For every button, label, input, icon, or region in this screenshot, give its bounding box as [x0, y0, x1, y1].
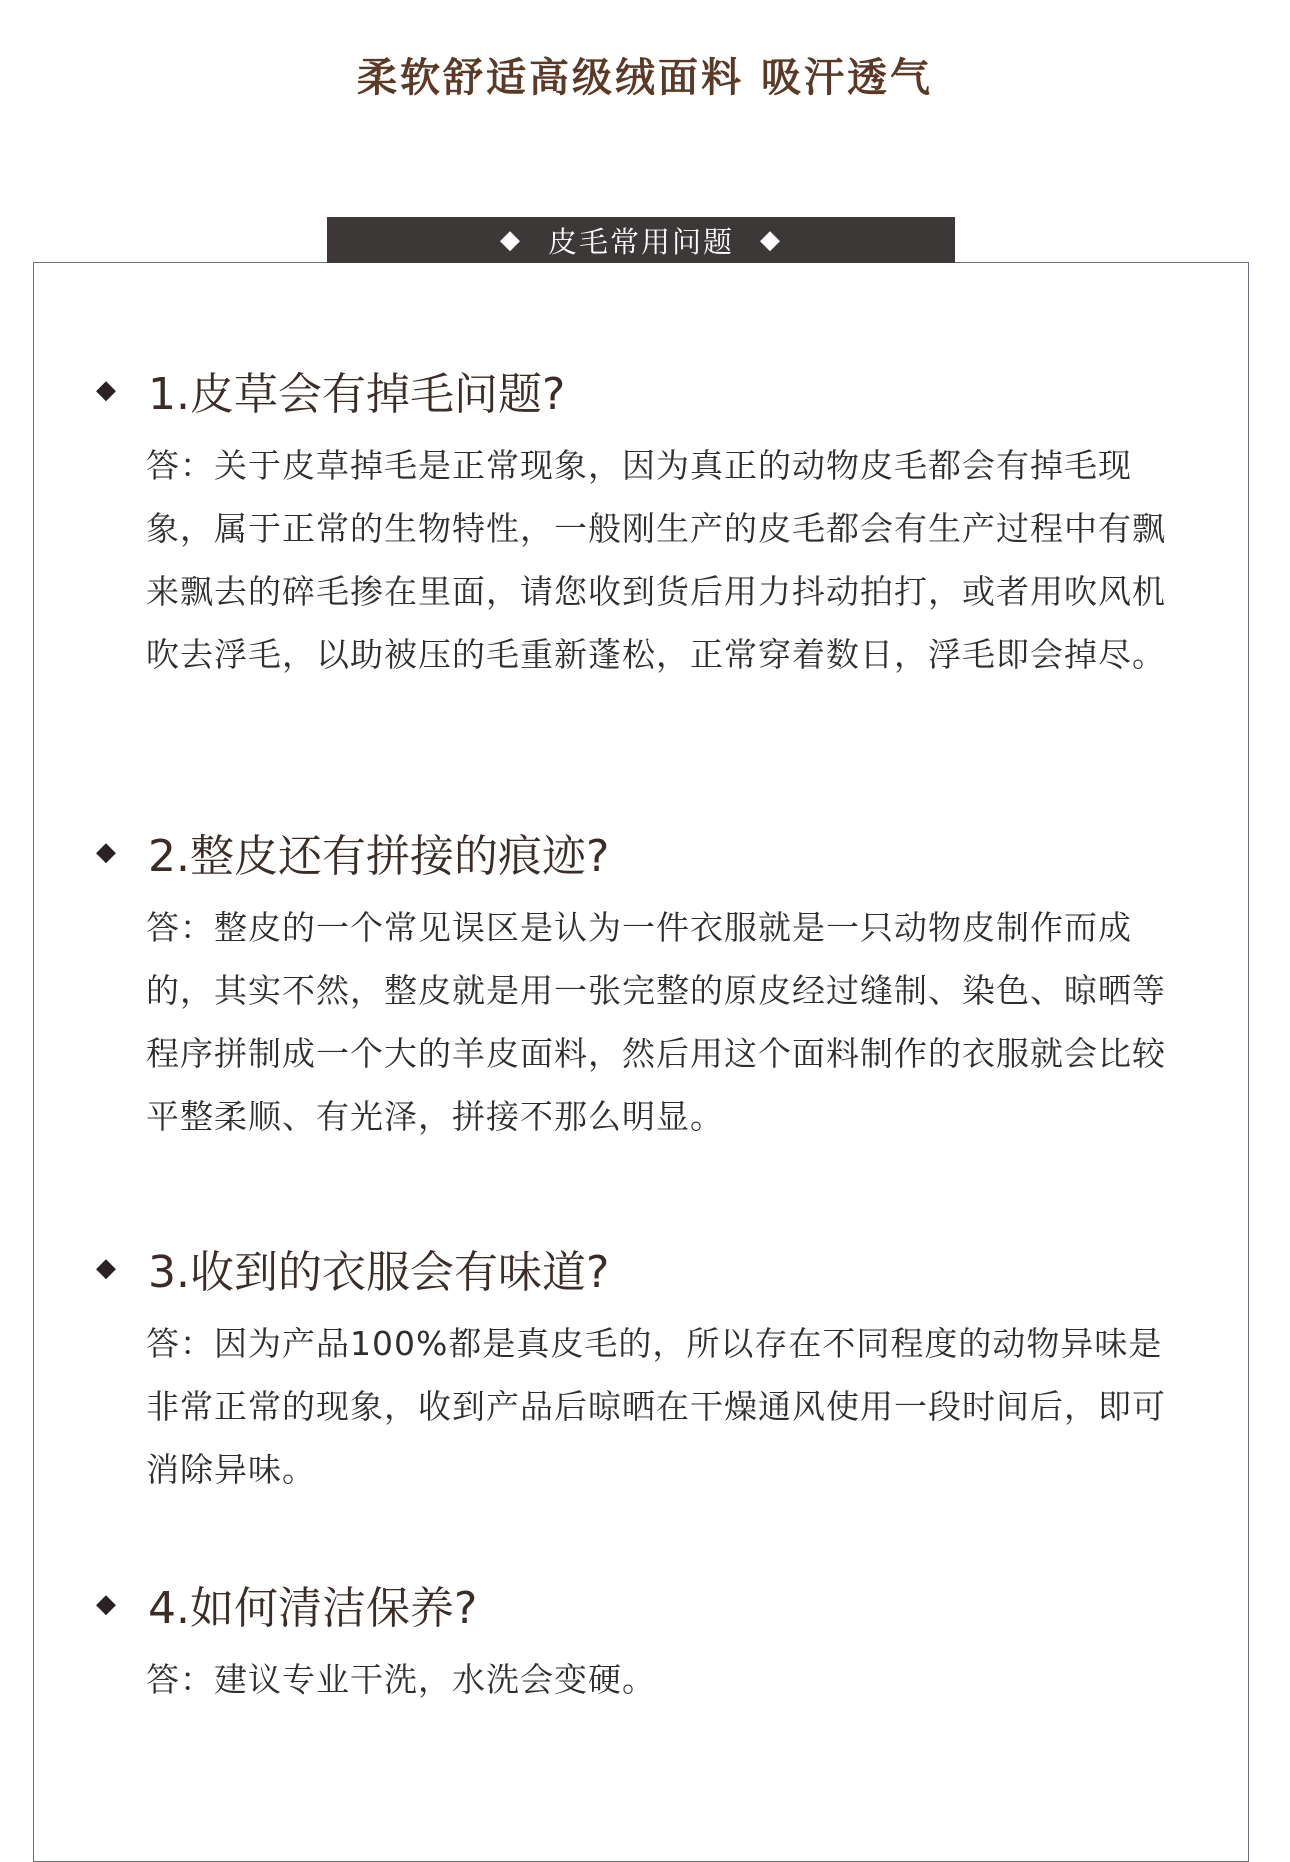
faq-question-text: 2.整皮还有拼接的痕迹? — [148, 831, 610, 882]
faq-question — [96, 822, 1196, 882]
faq-answer: 答：建议专业干洗，水洗会变硬。 — [146, 1660, 656, 1699]
faq-item — [96, 822, 1196, 1148]
diamond-bullet-icon: ◆ — [96, 1253, 116, 1283]
faq-question-text: 3.收到的衣服会有味道? — [148, 1247, 610, 1298]
faq-banner — [327, 217, 955, 263]
diamond-bullet-icon: ◆ — [96, 1589, 116, 1619]
diamond-left-icon: ◆ — [499, 225, 522, 255]
faq-answer: 答：因为产品100%都是真皮毛的，所以存在不同程度的动物异味是非常正常的现象，收到产品后晾晒在干燥通风使用一段时间后，即可消除异味。 — [146, 1324, 1166, 1489]
faq-item — [96, 360, 1196, 686]
faq-question — [96, 1238, 1196, 1298]
faq-answer: 答：关于皮草掉毛是正常现象，因为真正的动物皮毛都会有掉毛现象，属于正常的生物特性，一般刚生产的皮毛都会有生产过程中有飘来飘去的碎毛掺在里面，请您收到货后用力抖动拍打，或者用吹风机吹去浮毛，以助被压的毛重新蓬松，正常穿着数日，浮毛即会掉尽。 — [146, 446, 1166, 674]
faq-banner-title: 皮毛常用问题 — [547, 224, 734, 259]
faq-question-text: 1.皮草会有掉毛问题? — [148, 369, 566, 420]
faq-question-text: 4.如何清洁保养? — [148, 1583, 478, 1634]
faq-item — [96, 1238, 1196, 1501]
faq-answer: 答：整皮的一个常见误区是认为一件衣服就是一只动物皮制作而成的，其实不然，整皮就是用一张完整的原皮经过缝制、染色、晾晒等程序拼制成一个大的羊皮面料，然后用这个面料制作的衣服就会比较平整柔顺、有光泽，拼接不那么明显。 — [146, 908, 1166, 1136]
faq-question — [96, 360, 1196, 420]
top-caption: 柔软舒适高级绒面料 吸汗透气 — [357, 55, 933, 101]
diamond-right-icon: ◆ — [760, 225, 782, 255]
diamond-bullet-icon: ◆ — [96, 837, 116, 867]
diamond-bullet-icon: ◆ — [96, 375, 116, 405]
faq-item — [96, 1574, 1196, 1711]
faq-question — [96, 1574, 1196, 1634]
